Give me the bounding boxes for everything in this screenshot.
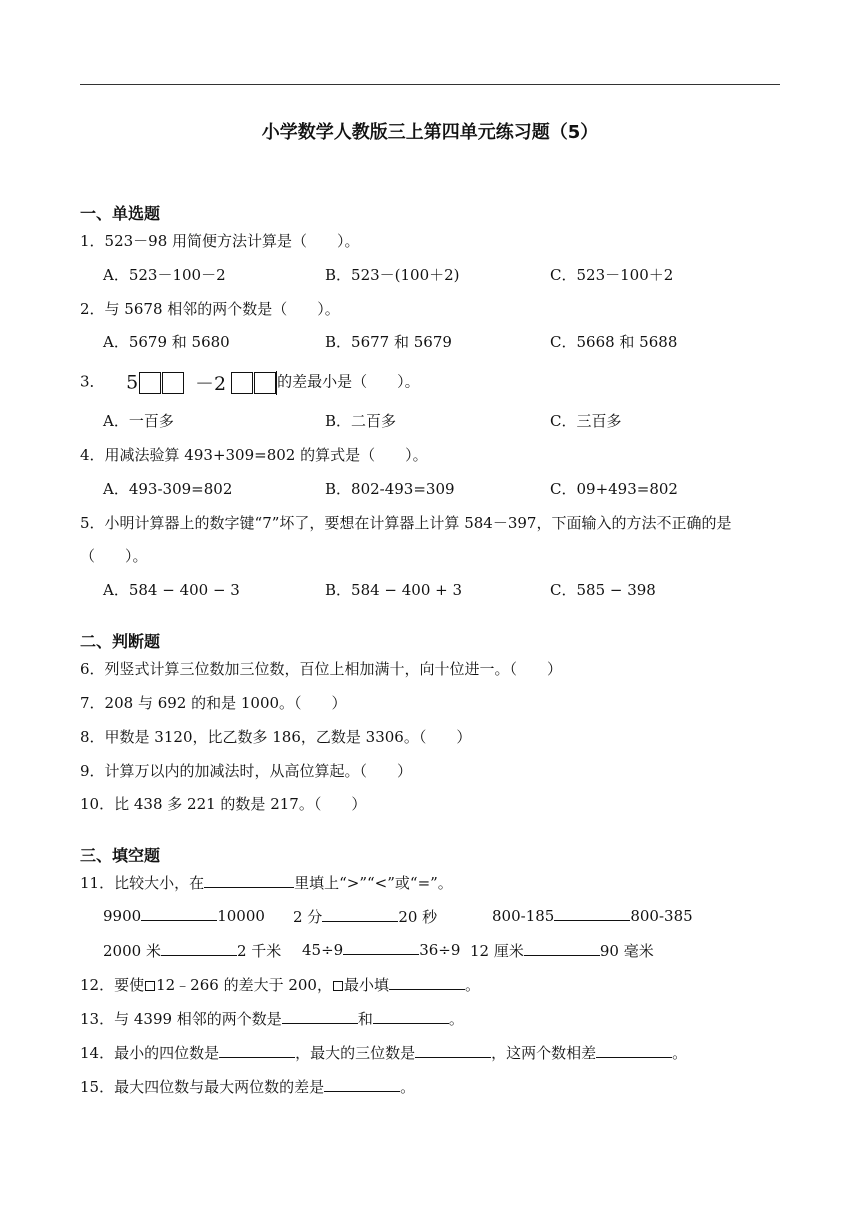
- q13-end: 。: [448, 1010, 464, 1028]
- section-heading-true-false: 二、判断题: [80, 632, 161, 651]
- q14-middle-2: ，这两个数相差: [491, 1044, 597, 1062]
- q11-compare-5: [302, 940, 460, 959]
- q12-prefix: 12．要使: [80, 976, 145, 994]
- q3-option-b[interactable]: B．二百多: [325, 412, 397, 430]
- q11-blank-2[interactable]: [322, 907, 398, 922]
- question-9: 9．计算万以内的加减法时，从高位算起。（ ）: [80, 762, 413, 780]
- q12-middle: 12﹣266 的差大于 200，: [156, 976, 332, 994]
- q2-option-a[interactable]: A．5679 和 5680: [103, 333, 230, 351]
- q11-right-2: 20 秒: [398, 908, 438, 926]
- q12-end: 。: [465, 976, 481, 994]
- q11-right-3: 800-385: [630, 907, 693, 925]
- q11-blank-3[interactable]: [554, 906, 630, 921]
- q14-prefix: 14．最小的四位数是: [80, 1044, 220, 1062]
- q13-blank-1[interactable]: [282, 1009, 358, 1024]
- q3-box-4: [254, 372, 276, 394]
- q11-compare-6: [470, 940, 654, 961]
- q11-blank-6[interactable]: [524, 941, 600, 956]
- question-5-continued: （ ）。: [80, 547, 148, 565]
- q11-left-3: 800-185: [492, 907, 555, 925]
- section-heading-fill-blank: 三、填空题: [80, 846, 161, 865]
- q11-compare-3: [492, 906, 693, 925]
- q11-header-blank[interactable]: [204, 873, 294, 888]
- question-4: 4．用减法验算 493+309=802 的算式是（ ）。: [80, 446, 428, 464]
- q11-right-4: 2 千米: [236, 942, 282, 960]
- q11-left-6: 12 厘米: [470, 942, 524, 960]
- q14-blank-3[interactable]: [596, 1043, 672, 1058]
- q1-option-a[interactable]: A．523－100－2: [103, 266, 226, 284]
- q14-blank-2[interactable]: [415, 1043, 491, 1058]
- q3-box-3: [231, 372, 253, 394]
- question-14: [80, 1042, 687, 1063]
- q2-option-b[interactable]: B．5677 和 5679: [325, 333, 452, 351]
- q13-middle: 和: [357, 1010, 373, 1028]
- question-10: 10．比 438 多 221 的数是 217。（ ）: [80, 795, 367, 813]
- question-2: 2．与 5678 相邻的两个数是（ ）。: [80, 300, 340, 318]
- question-12: [80, 974, 480, 995]
- question-5: 5．小明计算器上的数字键“7”坏了，要想在计算器上计算 584－397，下面输入的方法不正确的是: [80, 514, 732, 532]
- q11-right-6: 90 毫米: [599, 942, 654, 960]
- q5-option-c[interactable]: C．585 − 398: [550, 581, 656, 599]
- question-8: 8．甲数是 3120，比乙数多 186，乙数是 3306。（ ）: [80, 728, 472, 746]
- q4-option-a[interactable]: A．493-309=802: [103, 480, 233, 498]
- q15-blank[interactable]: [324, 1077, 400, 1092]
- q11-right-1: 10000: [217, 907, 265, 925]
- q5-option-b[interactable]: B．584 − 400 + 3: [325, 581, 463, 599]
- q11-prefix: 11．比较大小，在: [80, 874, 205, 892]
- question-11: [80, 872, 453, 893]
- q12-middle-2: 最小填: [343, 976, 389, 994]
- q3-digit: 5: [126, 371, 139, 394]
- q12-box-2: [333, 981, 343, 991]
- q3-option-c[interactable]: C．三百多: [550, 412, 622, 430]
- q3-option-a[interactable]: A．一百多: [103, 412, 174, 430]
- q12-box-1: [145, 981, 155, 991]
- page-title: 小学数学人教版三上第四单元练习题（5）: [261, 122, 599, 143]
- q11-left-1: 9900: [103, 907, 142, 925]
- q11-blank-4[interactable]: [161, 941, 237, 956]
- question-1: 1．523－98 用简便方法计算是（ ）。: [80, 232, 360, 250]
- q13-blank-2[interactable]: [373, 1009, 449, 1024]
- q15-end: 。: [400, 1078, 416, 1096]
- q11-left-5: 45÷9: [302, 941, 344, 959]
- question-15: [80, 1076, 415, 1097]
- q3-box-2: [162, 372, 184, 394]
- section-heading-single-choice: 一、单选题: [80, 204, 161, 223]
- q11-blank-1[interactable]: [141, 906, 217, 921]
- q4-option-b[interactable]: B．802-493=309: [325, 480, 455, 498]
- q1-option-b[interactable]: B．523－(100＋2): [325, 266, 460, 284]
- q11-left-4: 2000 米: [103, 942, 161, 960]
- q3-number: 3．: [80, 372, 105, 391]
- q3-suffix: 的差最小是（ ）。: [277, 372, 420, 391]
- q11-right-5: 36÷9: [419, 941, 461, 959]
- q3-box-1: [139, 372, 161, 394]
- question-7: 7．208 与 692 的和是 1000。（ ）: [80, 694, 347, 712]
- q4-option-c[interactable]: C．09+493=802: [550, 480, 678, 498]
- q11-compare-1: [103, 906, 265, 925]
- q3-operator: －2: [194, 373, 227, 395]
- q14-blank-1[interactable]: [219, 1043, 295, 1058]
- q12-blank[interactable]: [389, 975, 465, 990]
- header-rule: [80, 84, 780, 85]
- question-13: [80, 1008, 464, 1029]
- q11-left-2: 2 分: [293, 908, 323, 926]
- q14-end: 。: [672, 1044, 688, 1062]
- q11-compare-4: [103, 940, 281, 961]
- q11-compare-2: [293, 906, 437, 927]
- q5-option-a[interactable]: A．584 − 400 − 3: [103, 581, 240, 599]
- q15-prefix: 15．最大四位数与最大两位数的差是: [80, 1078, 325, 1096]
- q11-blank-5[interactable]: [343, 940, 419, 955]
- q11-suffix: 里填上“>”“<”或“=”。: [294, 874, 453, 892]
- q14-middle: ，最大的三位数是: [295, 1044, 416, 1062]
- question-3: [80, 369, 420, 396]
- q1-option-c[interactable]: C．523－100＋2: [550, 266, 674, 284]
- q13-prefix: 13．与 4399 相邻的两个数是: [80, 1010, 282, 1028]
- q2-option-c[interactable]: C．5668 和 5688: [550, 333, 678, 351]
- question-6: 6．列竖式计算三位数加三位数，百位上相加满十，向十位进一。（ ）: [80, 660, 563, 678]
